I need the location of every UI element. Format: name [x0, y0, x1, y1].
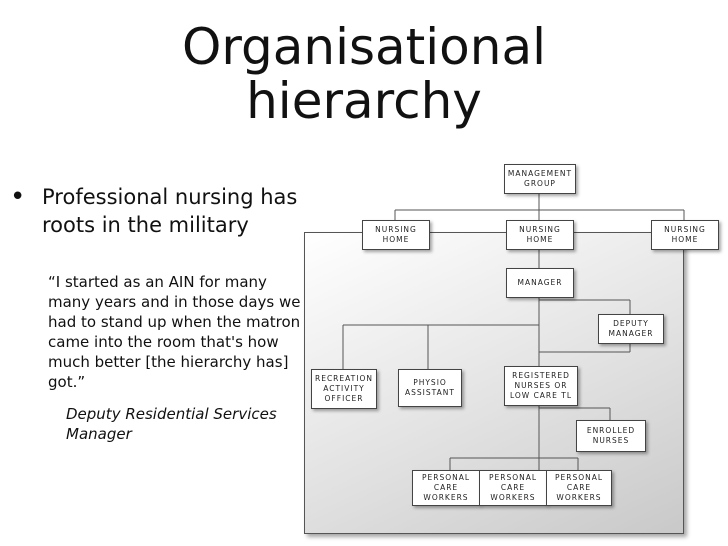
box-text: REGISTERED [512, 371, 570, 380]
box-text: CARE [566, 483, 592, 492]
quote-line: “I started as an AIN for many [48, 273, 267, 291]
box-text: CARE [500, 483, 526, 492]
quote-line: much better [the hierarchy has] [48, 353, 289, 371]
box-text: RECREATION [315, 374, 373, 383]
box-text: CARE [433, 483, 459, 492]
deputy-manager-box [598, 314, 664, 344]
box-text: NURSING [375, 225, 417, 234]
management-group-box [504, 164, 576, 194]
recreation-activity-officer-box [311, 369, 377, 409]
physio-assistant-box [398, 369, 462, 407]
nursing-home-center-box [506, 220, 574, 250]
bullet-line-1: Professional nursing has [42, 185, 298, 209]
nursing-home-right-box [651, 220, 719, 250]
box-text: NURSES [592, 436, 630, 445]
quote-line: came into the room that's how [48, 333, 279, 351]
nursing-home-left-box [362, 220, 430, 250]
box-text: MANAGER [517, 278, 563, 287]
box-text: PERSONAL [488, 473, 538, 482]
box-text: ASSISTANT [405, 388, 455, 397]
box-text: NURSES OR [514, 381, 568, 390]
bullet-point-icon: • [10, 182, 26, 212]
box-text: LOW CARE TL [509, 391, 573, 400]
box-text: PERSONAL [421, 473, 471, 482]
box-text: WORKERS [490, 493, 536, 502]
manager-box [506, 268, 574, 298]
personal-care-workers-box-3 [546, 470, 612, 506]
box-text: NURSING [519, 225, 561, 234]
quote-line: had to stand up when the matron [48, 313, 301, 331]
attribution-line-1: Deputy Residential Services [66, 405, 277, 423]
box-text: MANAGER [608, 329, 654, 338]
box-text: WORKERS [556, 493, 602, 502]
box-text: GROUP [524, 179, 556, 188]
personal-care-workers-box-2 [479, 470, 547, 506]
attribution-line-2: Manager [66, 425, 132, 443]
enrolled-nurses-box [576, 420, 646, 452]
box-text: PHYSIO [413, 378, 447, 387]
registered-nurses-box [504, 366, 578, 406]
box-text: HOME [671, 235, 699, 244]
box-text: ACTIVITY [323, 384, 365, 393]
box-text: PERSONAL [554, 473, 604, 482]
box-text: NURSING [664, 225, 706, 234]
personal-care-workers-box-1 [412, 470, 480, 506]
box-text: ENROLLED [586, 426, 636, 435]
title-line-2: hierarchy [246, 72, 482, 130]
box-text: MANAGEMENT [507, 169, 573, 178]
box-text: HOME [382, 235, 410, 244]
bullet-line-2: roots in the military [42, 213, 249, 237]
box-text: OFFICER [324, 394, 364, 403]
box-text: DEPUTY [613, 319, 649, 328]
quote-line: got.” [48, 373, 86, 391]
box-text: WORKERS [423, 493, 469, 502]
quote-line: many years and in those days we [48, 293, 301, 311]
box-text: HOME [526, 235, 554, 244]
title-line-1: Organisational [182, 18, 546, 76]
